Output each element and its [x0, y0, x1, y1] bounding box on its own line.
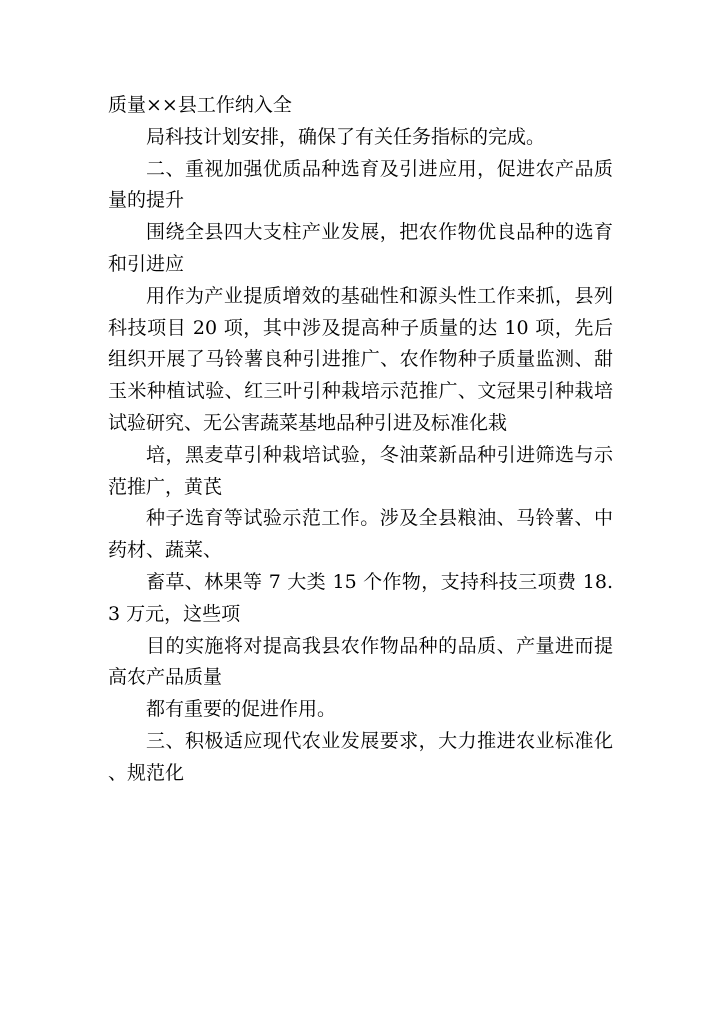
- paragraph-9: 都有重要的促进作用。: [146, 698, 337, 721]
- section-heading-3: 三、积极适应现代农业发展要求，大力推进农业标准化、规范化: [108, 729, 613, 784]
- paragraph-5: 培，黑麦草引种栽培试验，冬油菜新品种引进筛选与示范推广，黄芪: [108, 443, 613, 498]
- paragraph-2: 局科技计划安排，确保了有关任务指标的完成。: [146, 125, 546, 148]
- paragraph-3: 围绕全县四大支柱产业发展，把农作物优良品种的选育和引进应: [108, 221, 613, 275]
- section-heading-2: 二、重视加强优质品种选育及引进应用，促进农产品质量的提升: [108, 157, 613, 212]
- paragraph-6: 种子选育等试验示范工作。涉及全县粮油、马铃薯、中药材、蔬菜、: [108, 507, 613, 562]
- paragraph-7: 畜草、林果等 7 大类 15 个作物，支持科技三项费 18.3 万元，这些项: [108, 570, 613, 625]
- paragraph-4: 用作为产业提质增效的基础性和源头性工作来抓，县列科技项目 20 项，其中涉及提高种子质量的达 10 项，先后组织开展了马铃薯良种引进推广、农作物种子质量监测、甜玉米种植试验、红三叶引种栽培示范推广、文冠果引种栽培试验研究、无公害蔬菜基地品种引进及标准化栽: [108, 284, 613, 434]
- paragraph-8: 目的实施将对提高我县农作物品种的品质、产量进而提高农产品质量: [108, 634, 613, 689]
- paragraph-1: 质量××县工作纳入全: [108, 94, 292, 116]
- document-body: [108, 90, 613, 790]
